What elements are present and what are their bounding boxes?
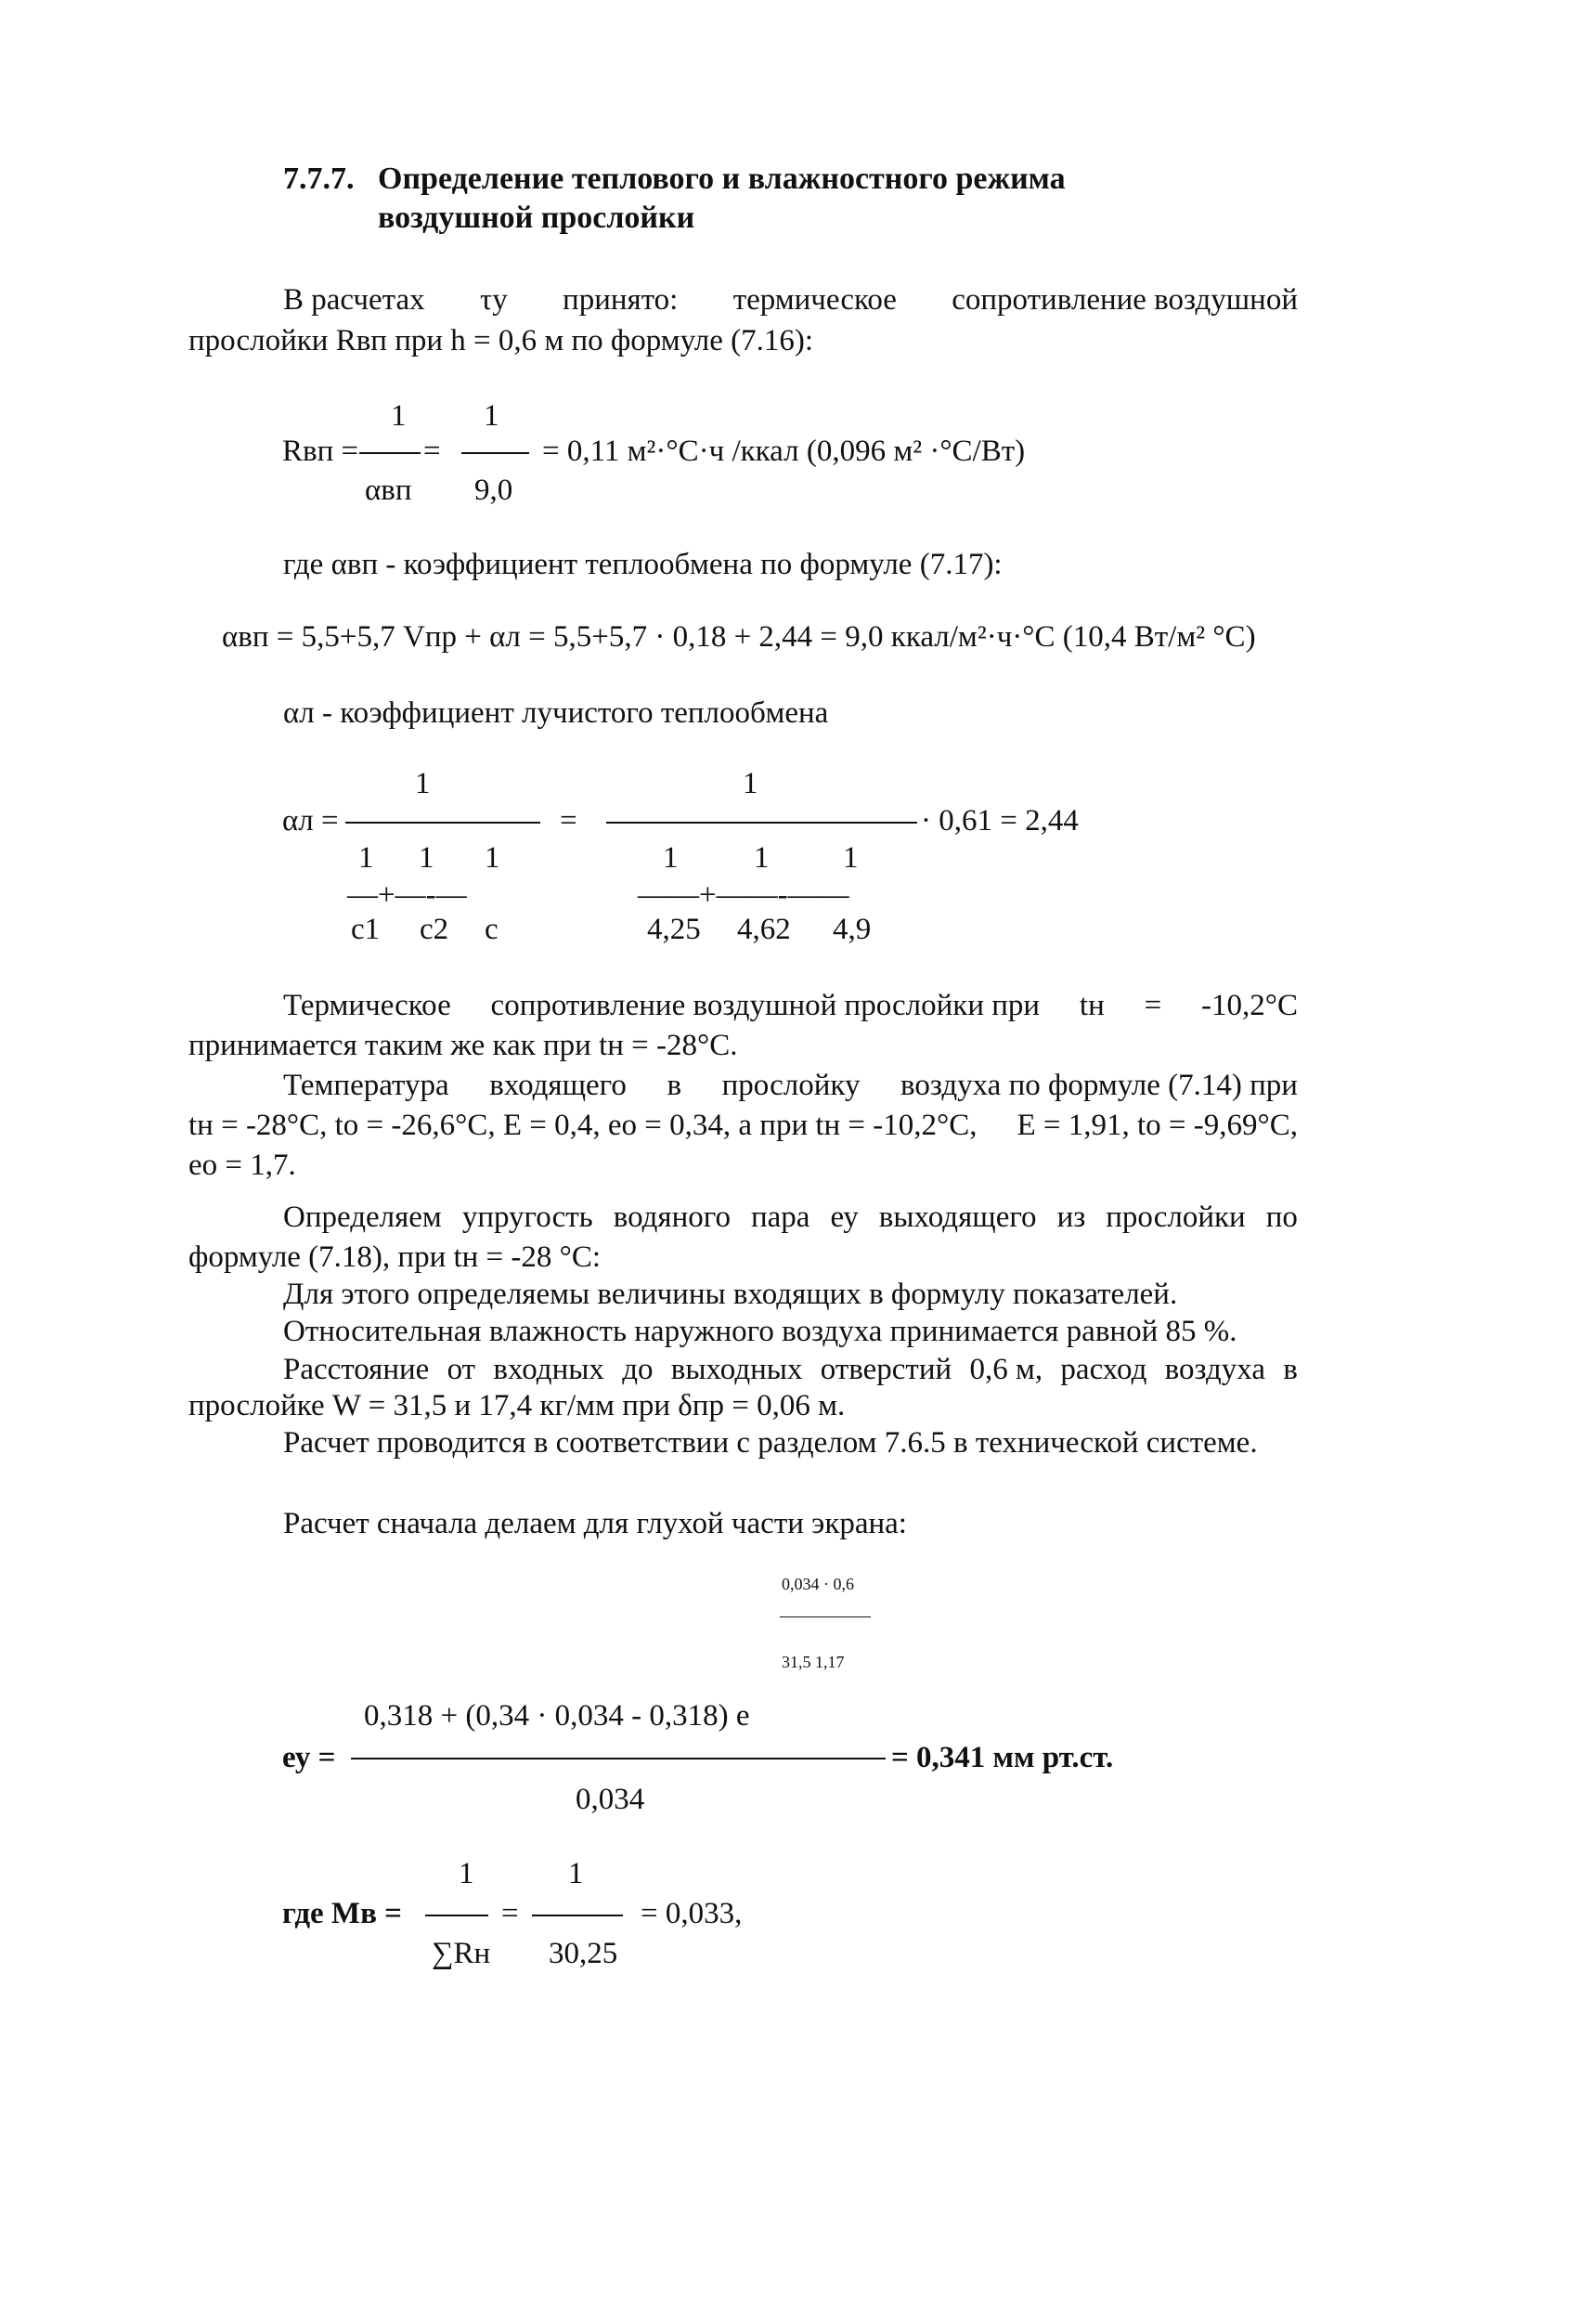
al-lhs: αл = xyxy=(282,804,339,837)
para3-line2: формуле (7.18), при tн = -28 °С: xyxy=(188,1240,602,1274)
al-den-left-2: c2 xyxy=(420,913,449,946)
mv-den1: ∑Rн xyxy=(432,1937,491,1970)
para2-line1: Температура входящего в прослойку воздуха по формуле (7.14) при xyxy=(283,1069,1298,1102)
para6-line2: прослойке W = 31,5 и 17,4 кг/мм при δпр = 0,06 м. xyxy=(188,1389,846,1422)
al-ops-left: —+—-— xyxy=(347,878,467,912)
para7: Расчет проводится в соответствии с разделом 7.6.5 в технической системе. xyxy=(283,1426,1258,1460)
section-title-line2: воздушной прослойки xyxy=(378,201,695,235)
ey-numerator: 0,318 + (0,34 · 0,034 - 0,318) е xyxy=(364,1699,750,1733)
rvp-den1: αвп xyxy=(365,474,412,507)
al-one-left-2: 1 xyxy=(419,841,434,875)
para2-line2: tн = -28°С, tо = -26,6°С, Е = 0,4, ео = 0,34, а при tн = -10,2°С, Е = 1,91, tо = -9,69°С, xyxy=(188,1109,1298,1142)
formula-alpha-vp: αвп = 5,5+5,7 Vпр + αл = 5,5+5,7 · 0,18 + 2,44 = 9,0 ккал/м²·ч·°С (10,4 Вт/м² °С) xyxy=(222,620,1256,654)
al-fraction-bar-left xyxy=(345,822,540,824)
para6-line1: Расстояние от входных до выходных отверстий 0,6 м, расход воздуха в xyxy=(283,1353,1298,1386)
small-frac-bar xyxy=(780,1616,871,1617)
rvp-den2: 9,0 xyxy=(474,474,513,507)
rvp-fraction-bar-1 xyxy=(359,452,421,454)
mv-fraction-bar-2 xyxy=(532,1915,623,1916)
section-title-line1: Определение теплового и влажностного режима xyxy=(378,162,1066,196)
al-eq: = xyxy=(560,804,577,837)
al-one-right-1: 1 xyxy=(663,841,679,875)
al-ops-right: ——+——-—— xyxy=(638,878,849,912)
small-frac-den: 31,5 1,17 xyxy=(782,1653,845,1671)
al-one-right-3: 1 xyxy=(843,841,859,875)
mv-num1: 1 xyxy=(459,1857,474,1890)
al-one-left-1: 1 xyxy=(358,841,374,875)
al-tail: · 0,61 = 2,44 xyxy=(921,804,1079,837)
para3-line1: Определяем упругость водяного пара еу выходящего из прослойки по xyxy=(283,1201,1298,1234)
where-alpha-text: где αвп - коэффициент теплообмена по формуле (7.17): xyxy=(283,548,1003,581)
mv-lhs: где Мв = xyxy=(282,1897,402,1930)
rvp-result: = 0,11 м²·°С·ч /ккал (0,096 м² ·°С/Вт) xyxy=(542,435,1026,468)
mv-fraction-bar-1 xyxy=(425,1915,488,1916)
mv-den2: 30,25 xyxy=(549,1937,618,1970)
al-den-left-1: c1 xyxy=(351,913,381,946)
rvp-fraction-bar-2 xyxy=(461,452,529,454)
al-den-right-2: 4,62 xyxy=(737,913,791,946)
rvp-lhs: Rвп = xyxy=(282,435,359,468)
section-number: 7.7.7. xyxy=(283,162,355,196)
al-num-right: 1 xyxy=(743,767,758,800)
para1-line2: принимается таким же как при tн = -28°С. xyxy=(188,1029,738,1062)
small-frac-num: 0,034 · 0,6 xyxy=(782,1575,854,1593)
al-one-left-3: 1 xyxy=(485,841,500,875)
al-den-left-3: c xyxy=(485,913,499,946)
ey-lhs: еу = xyxy=(282,1741,336,1774)
mv-eq: = xyxy=(501,1897,519,1930)
ey-denominator: 0,034 xyxy=(576,1783,645,1816)
rvp-num2: 1 xyxy=(484,399,499,433)
al-one-right-2: 1 xyxy=(754,841,770,875)
para4: Для этого определяемы величины входящих в формулу показателей. xyxy=(283,1278,1178,1311)
intro-line2: прослойки Rвп при h = 0,6 м по формуле (7.16): xyxy=(188,324,814,357)
al-den-right-3: 4,9 xyxy=(833,913,872,946)
para1-line1: Термическое сопротивление воздушной прослойки при tн = -10,2°С xyxy=(283,989,1298,1022)
para8: Расчет сначала делаем для глухой части экрана: xyxy=(283,1507,907,1540)
rvp-eq-mid: = xyxy=(423,435,441,468)
mv-num2: 1 xyxy=(568,1857,584,1890)
mv-result: = 0,033, xyxy=(641,1897,743,1930)
al-fraction-bar-right xyxy=(606,822,917,824)
ey-fraction-bar xyxy=(351,1758,886,1759)
intro-line1: В расчетах τу принято: термическое сопротивление воздушной xyxy=(283,283,1298,317)
rvp-num1: 1 xyxy=(391,399,407,433)
para5: Относительная влажность наружного воздуха принимается равной 85 %. xyxy=(283,1315,1237,1348)
al-den-right-1: 4,25 xyxy=(647,913,701,946)
al-num-left: 1 xyxy=(415,767,431,800)
alpha-l-definition: αл - коэффициент лучистого теплообмена xyxy=(283,696,829,730)
para2-line3: ео = 1,7. xyxy=(188,1149,296,1182)
ey-result: = 0,341 мм рт.ст. xyxy=(891,1741,1114,1774)
